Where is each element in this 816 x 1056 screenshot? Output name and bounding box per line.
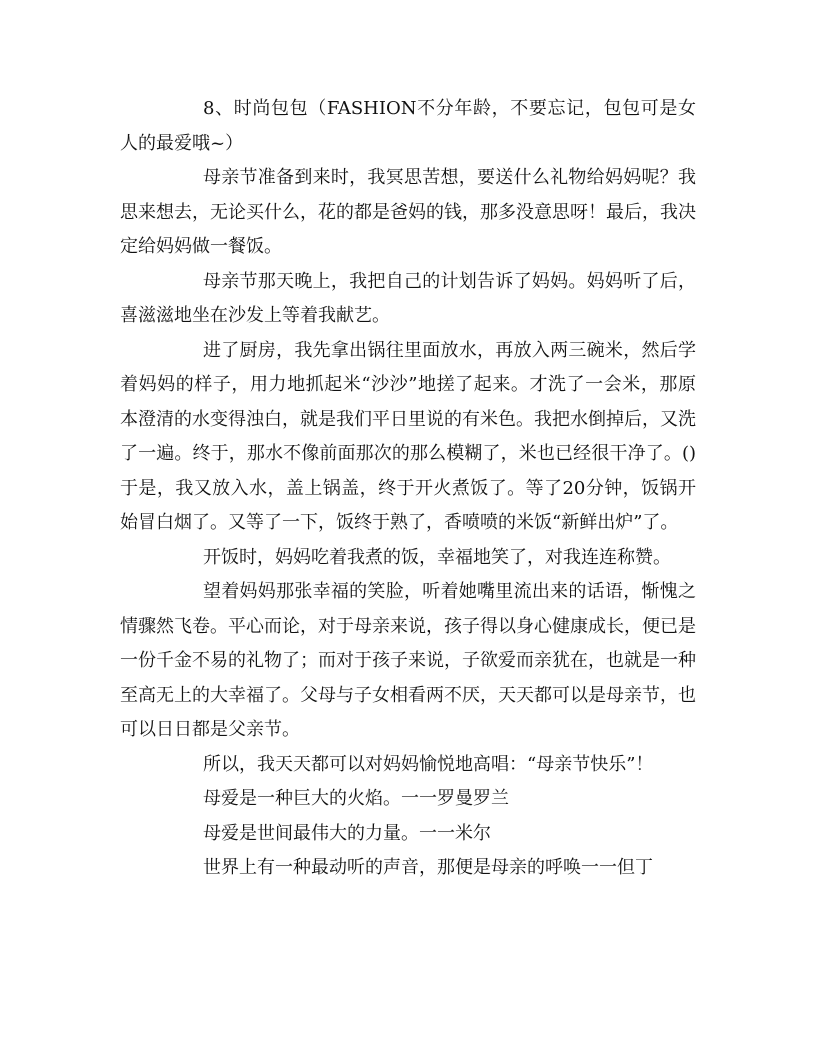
paragraph-reflection: 望着妈妈那张幸福的笑脸，听着她嘴里流出来的话语，惭愧之情骤然飞卷。平心而论，对于母亲来说，孩子得以身心健康成长，便已是一份千金不易的礼物了；而对于孩子来说，子欲爱而亲犹在，也就是一种至高无上的大幸福了。父母与子女相看两不厌，天天都可以是母亲节，也可以日日都是父亲节。	[120, 581, 696, 740]
paragraph-fashion-bag: 8、时尚包包（FASHION不分年龄，不要忘记，包包可是女人的最爱哦~）	[120, 98, 696, 154]
paragraph-dinner-time: 开饭时，妈妈吃着我煮的饭，幸福地笑了，对我连连称赞。	[203, 546, 671, 568]
paragraph-gift-thinking: 母亲节准备到来时，我冥思苦想，要送什么礼物给妈妈呢？我思来想去，无论买什么，花的都是爸妈的钱，那多没意思呀！最后，我决定给妈妈做一餐饭。	[120, 167, 696, 257]
quote-dante: 世界上有一种最动听的声音，那便是母亲的呼唤一一但丁	[203, 857, 653, 878]
quote-romain-rolland: 母爱是一种巨大的火焰。一一罗曼罗兰	[203, 788, 509, 809]
paragraph-evening-plan: 母亲节那天晚上，我把自己的计划告诉了妈妈。妈妈听了后，喜滋滋地坐在沙发上等着我献艺。	[120, 270, 696, 326]
quote-mill: 母爱是世间最伟大的力量。一一米尔	[203, 822, 491, 844]
document-body	[120, 92, 696, 886]
paragraph-cooking-rice: 进了厨房，我先拿出锅往里面放水，再放入两三碗米，然后学着妈妈的样子，用力地抓起米“沙沙”地搓了起来。才洗了一会米，那原本澄清的水变得浊白，就是我们平日里说的有米色。我把水倒掉后，又洗了一遍。终于，那水不像前面那次的那么模糊了，米也已经很干净了。()于是，我又放入水，盖上锅盖，终于开火煮饭了。等了20分钟，饭锅开始冒白烟了。又等了一下，饭终于熟了，香喷喷的米饭“新鲜出炉”了。	[120, 339, 696, 533]
paragraph-happy-mothers-day: 所以，我天天都可以对妈妈愉悦地高唱：“母亲节快乐”！	[203, 753, 654, 775]
